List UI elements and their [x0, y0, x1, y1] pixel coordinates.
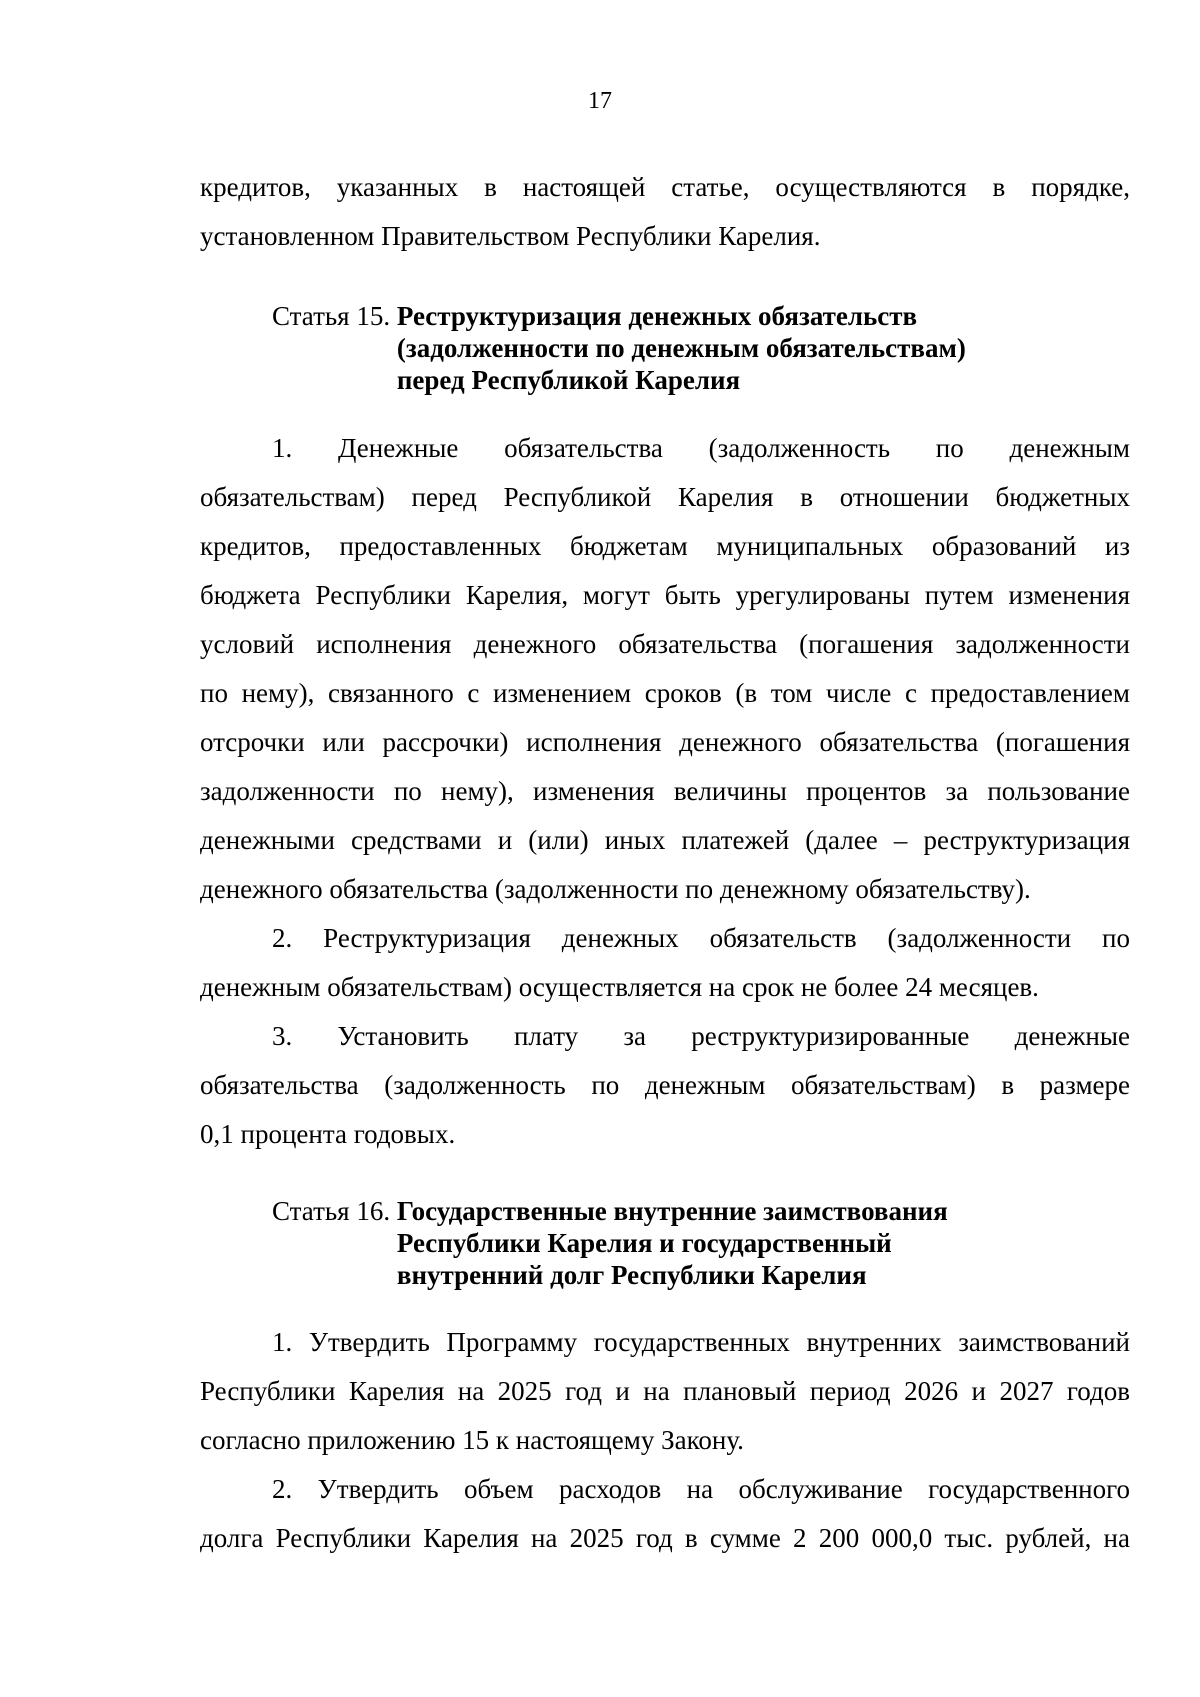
text-line: обязательствам) перед Республикой Карелия в отношении бюджетных — [200, 482, 1130, 512]
text-line: Республики Карелия на 2025 год и на плановый период 2026 и 2027 годов — [200, 1376, 1130, 1406]
text-line: обязательства (задолженность по денежным обязательствам) в размере — [200, 1070, 1130, 1100]
text-line: установленном Правительством Республики Карелия. — [200, 221, 821, 251]
heading-line: Республики Карелия и государственный — [396, 1228, 892, 1258]
text-line: бюджета Республики Карелия, могут быть урегулированы путем изменения — [200, 580, 1130, 610]
text-line: отсрочки или рассрочки) исполнения денежного обязательства (погашения — [200, 727, 1130, 757]
text-line: денежными средствами и (или) иных платежей (далее – реструктуризация — [200, 825, 1130, 855]
page-number: 17 — [588, 88, 612, 114]
article-15-paragraph-1 — [200, 424, 1130, 914]
text-line: 2. Реструктуризация денежных обязательств (задолженности по — [272, 923, 1130, 953]
text-line: задолженности по нему), изменения величины процентов за пользование — [200, 776, 1130, 806]
text-line: по нему), связанного с изменением сроков (в том числе с предоставлением — [200, 678, 1130, 708]
heading-line: Реструктуризация денежных обязательств — [396, 301, 918, 331]
article-15-prefix: Статья 15. — [272, 301, 397, 331]
heading-line: перед Республикой Карелия — [396, 365, 741, 395]
article-16-paragraph-1 — [200, 1318, 1130, 1465]
text-line: условий исполнения денежного обязательства (погашения задолженности — [200, 629, 1130, 659]
text-line: долга Республики Карелия на 2025 год в сумме 2 200 000,0 тыс. рублей, на — [200, 1523, 1130, 1553]
heading-line: (задолженности по денежным обязательствам) — [396, 333, 966, 363]
article-15-paragraph-3 — [200, 1012, 1130, 1159]
article-16-prefix: Статья 16. — [272, 1196, 397, 1226]
heading-line: Государственные внутренние заимствования — [396, 1196, 948, 1226]
article-15-paragraph-2 — [200, 914, 1130, 1012]
article-16-title — [397, 1195, 948, 1291]
article-15-title — [397, 300, 966, 396]
text-line: 1. Денежные обязательства (задолженность по денежным — [272, 433, 1130, 463]
article-16-heading — [272, 1195, 948, 1291]
text-line: денежного обязательства (задолженности по денежному обязательству). — [200, 874, 1031, 904]
text-line: 0,1 процента годовых. — [200, 1119, 456, 1149]
text-line: кредитов, предоставленных бюджетам муниципальных образований из — [200, 531, 1130, 561]
article-15-heading — [272, 300, 966, 396]
text-line: кредитов, указанных в настоящей статье, осуществляются в порядке, — [200, 172, 1130, 202]
text-line: согласно приложению 15 к настоящему Закону. — [200, 1425, 744, 1455]
text-line: денежным обязательствам) осуществляется на срок не более 24 месяцев. — [200, 972, 1039, 1002]
heading-line: внутренний долг Республики Карелия — [396, 1260, 867, 1290]
article-16-paragraph-2 — [200, 1465, 1130, 1563]
text-line: 2. Утвердить объем расходов на обслуживание государственного — [272, 1474, 1130, 1504]
text-line: 3. Установить плату за реструктуризированные денежные — [272, 1021, 1130, 1051]
text-line: 1. Утвердить Программу государственных внутренних заимствований — [272, 1327, 1130, 1357]
intro-paragraph — [200, 163, 1130, 261]
